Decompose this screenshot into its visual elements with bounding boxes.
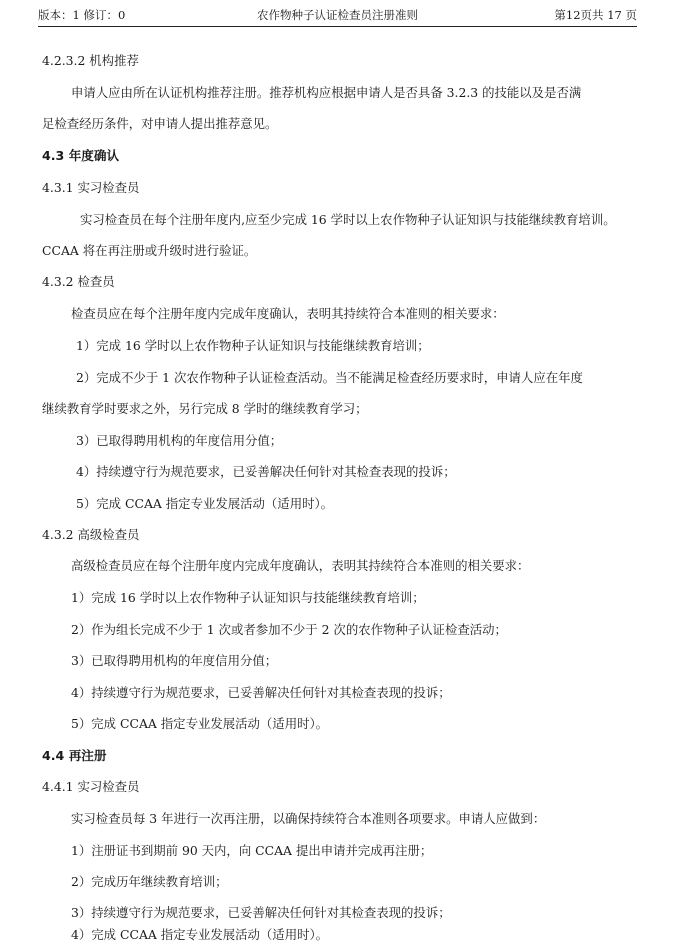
list-item: 2）作为组长完成不少于 1 次或者参加不少于 2 次的农作物种子认证检查活动； <box>71 622 507 637</box>
paragraph-line: 实习检查员在每个注册年度内,应至少完成 16 学时以上农作物种子认证知识与技能继续教育培训。 <box>80 212 616 227</box>
section-heading: 4.4 再注册 <box>42 748 107 763</box>
list-item: 4）持续遵守行为规范要求，已妥善解决任何针对其检查表现的投诉； <box>76 464 456 479</box>
paragraph-line: 检查员应在每个注册年度内完成年度确认，表明其持续符合本准则的相关要求： <box>71 306 505 321</box>
list-item: 3）已取得聘用机构的年度信用分值； <box>76 433 283 448</box>
paragraph-line: 申请人应由所在认证机构推荐注册。推荐机构应根据申请人是否具备 3.2.3 的技能以及是否满 <box>71 85 582 100</box>
list-item: 3）已取得聘用机构的年度信用分值； <box>71 653 278 668</box>
list-item: 1）完成 16 学时以上农作物种子认证知识与技能继续教育培训； <box>76 338 430 353</box>
paragraph-line: 实习检查员每 3 年进行一次再注册，以确保持续符合本准则各项要求。申请人应做到： <box>71 811 546 826</box>
list-item: 5）完成 CCAA 指定专业发展活动（适用时）。 <box>76 496 334 511</box>
list-item: 2）完成不少于 1 次农作物种子认证检查活动。当不能满足检查经历要求时，申请人应在年度 <box>76 370 583 385</box>
subsection-heading: 4.3.1 实习检查员 <box>42 180 140 195</box>
list-item: 4）持续遵守行为规范要求，已妥善解决任何针对其检查表现的投诉； <box>71 685 451 700</box>
paragraph-line: 高级检查员应在每个注册年度内完成年度确认，表明其持续符合本准则的相关要求： <box>71 558 530 573</box>
section-heading: 4.3 年度确认 <box>42 148 120 163</box>
list-item: 1）完成 16 学时以上农作物种子认证知识与技能继续教育培训； <box>71 590 425 605</box>
subsection-heading: 4.2.3.2 机构推荐 <box>42 53 139 68</box>
paragraph-line: 足检查经历条件，对申请人提出推荐意见。 <box>42 116 278 131</box>
version-info: 版本：1 修订：0 <box>38 8 126 22</box>
list-item: 5）完成 CCAA 指定专业发展活动（适用时）。 <box>71 716 329 731</box>
document-title: 农作物种子认证检查员注册准则 <box>257 8 418 22</box>
subsection-heading: 4.4.1 实习检查员 <box>42 779 140 794</box>
page-number: 第12页共 17 页 <box>554 8 637 22</box>
subsection-heading: 4.3.2 检查员 <box>42 274 115 289</box>
list-item: 2）完成历年继续教育培训； <box>71 874 228 889</box>
list-item: 1）注册证书到期前 90 天内，向 CCAA 提出申请并完成再注册； <box>71 843 433 858</box>
list-item: 3）持续遵守行为规范要求，已妥善解决任何针对其检查表现的投诉； <box>71 905 451 920</box>
paragraph-line: CCAA 将在再注册或升级时进行验证。 <box>42 243 257 258</box>
paragraph-line: 继续教育学时要求之外，另行完成 8 学时的继续教育学习； <box>42 401 368 416</box>
page-header <box>38 4 637 27</box>
list-item: 4）完成 CCAA 指定专业发展活动（适用时）。 <box>71 927 329 942</box>
subsection-heading: 4.3.2 高级检查员 <box>42 527 140 542</box>
